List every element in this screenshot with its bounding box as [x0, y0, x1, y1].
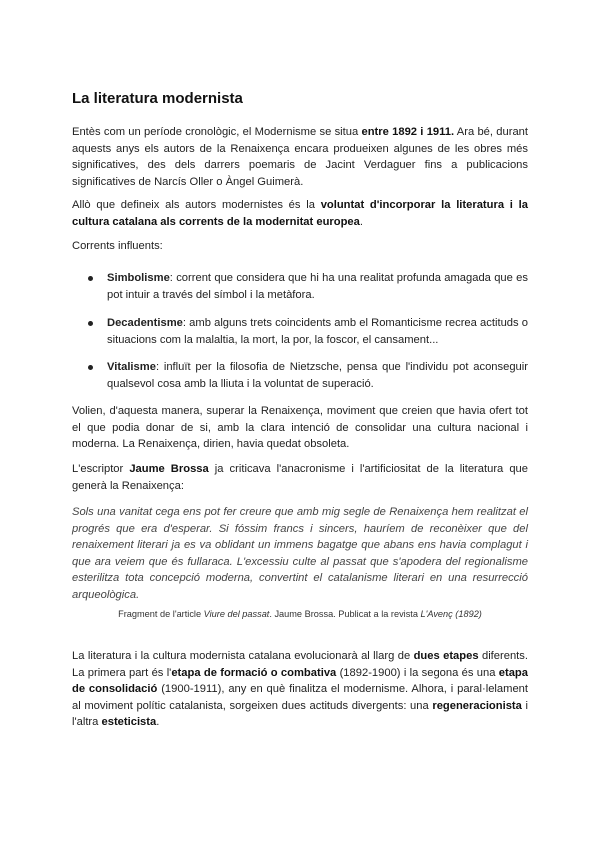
- brossa-intro-paragraph: [72, 461, 528, 494]
- intro-bold-dates: entre 1892 i 1911.: [361, 126, 455, 138]
- definition-bold: voluntat d'incorporar la literatura i la cultura catalana als corrents de la modernitat europea: [72, 199, 528, 228]
- stages-text-2: diferents. La primera part és l': [72, 650, 528, 679]
- bullet-icon: [88, 321, 93, 326]
- definition-text-1: Allò que defineix als autors modernistes és la: [72, 199, 321, 211]
- current-description: : amb alguns trets coincidents amb el Romanticisme recrea actituds o situacions com la malaltia, la mort, la por, la foscor, el cansament...: [107, 317, 528, 346]
- intro-text-1: Entès com un període cronològic, el Modernisme se situa: [72, 126, 362, 138]
- author-name: Jaume Brossa: [129, 463, 209, 475]
- current-name: Decadentisme: [107, 317, 183, 329]
- current-description: : influït per la filosofia de Nietzsche, pensa que l'individu pot aconseguir qualsevol cosa amb la lliuta i la voluntat de superació.: [107, 361, 528, 390]
- current-description: : corrent que considera que hi ha una realitat profunda amagada que es pot intuir a través del símbol i la metàfora.: [107, 272, 528, 301]
- currents-label: Corrents influents:: [72, 240, 163, 252]
- magazine-title: L'Avenç (1892): [420, 609, 482, 619]
- brossa-text-1: L'escriptor: [72, 463, 130, 475]
- stages-bold-4: regeneracionista: [432, 699, 522, 712]
- stages-text-1: La literatura i la cultura modernista catalana evolucionarà al llarg de: [72, 650, 414, 662]
- list-item-text: [107, 359, 528, 392]
- stages-text-3: (1892-1900) i la segona és una: [336, 666, 499, 679]
- list-item-text: [107, 315, 528, 348]
- stages-text-5: i l'altra: [72, 699, 528, 728]
- stages-bold-3: etapa de consolidació: [72, 666, 528, 695]
- brossa-quote: Sols una vanitat cega ens pot fer creure que amb mig segle de Renaixença hem realitzat el progrés que era d'esperar. Si fóssim francs i sincers, hauríem de reconèixer que del renaixement literari ja es va oblidant un immens bagatge que abans ens havia complagut i que ara veiem que és fullaraca. L'excessiu culte al passat que s'apodera del regionalisme esterilitza tota concepció moderna, convertint el catalanisme literari en una resurrecció arqueològica.: [72, 506, 528, 601]
- stages-text-6: .: [156, 716, 160, 728]
- caption-text-1: Fragment de l'article: [118, 609, 204, 619]
- current-name: Simbolisme: [107, 272, 170, 284]
- stages-bold-1: dues etapes: [413, 650, 479, 662]
- bullet-icon: [88, 365, 93, 370]
- caption-text-2: . Jaume Brossa. Publicat a la revista: [269, 609, 421, 619]
- intro-text-2: Ara bé, durant aquests anys els autors de la Renaixença encara produeixen algunes de les obres més significatives, des dels darrers poemaris de Jacint Verdaguer fins a publicacions significatives de Narcís Oller o Àngel Guimerà.: [72, 126, 529, 188]
- definition-text-2: .: [359, 215, 363, 228]
- page-title: La literatura modernista: [72, 90, 243, 107]
- stages-paragraph: [72, 648, 528, 731]
- bullet-icon: [88, 276, 93, 281]
- stages-bold-2: etapa de formació o combativa: [171, 666, 337, 679]
- current-name: Vitalisme: [107, 361, 156, 373]
- list-item-text: [107, 270, 528, 303]
- renaixenca-paragraph: Volien, d'aquesta manera, superar la Renaixença, moviment que creien que havia ofert tot el que podia donar de si, amb la clara intenció de consolidar una cultura nacional i moderna. La Renaixença, dirien, havia quedat obsoleta.: [72, 405, 528, 450]
- stages-text-4: (1900-1911), any en què finalitza el modernisme. Alhora, i paral·lelament al moviment polític catalanista, sorgeixen dues actituds divergents: una: [72, 683, 529, 712]
- quote-caption: [72, 608, 528, 620]
- brossa-text-2: ja criticava l'anacronisme i l'artificiositat de la literatura que generà la Renaixença:: [72, 463, 528, 492]
- stages-bold-5: esteticista: [101, 716, 157, 728]
- article-title: Viure del passat: [203, 609, 270, 619]
- definition-paragraph: [72, 197, 528, 230]
- intro-paragraph: [72, 124, 528, 190]
